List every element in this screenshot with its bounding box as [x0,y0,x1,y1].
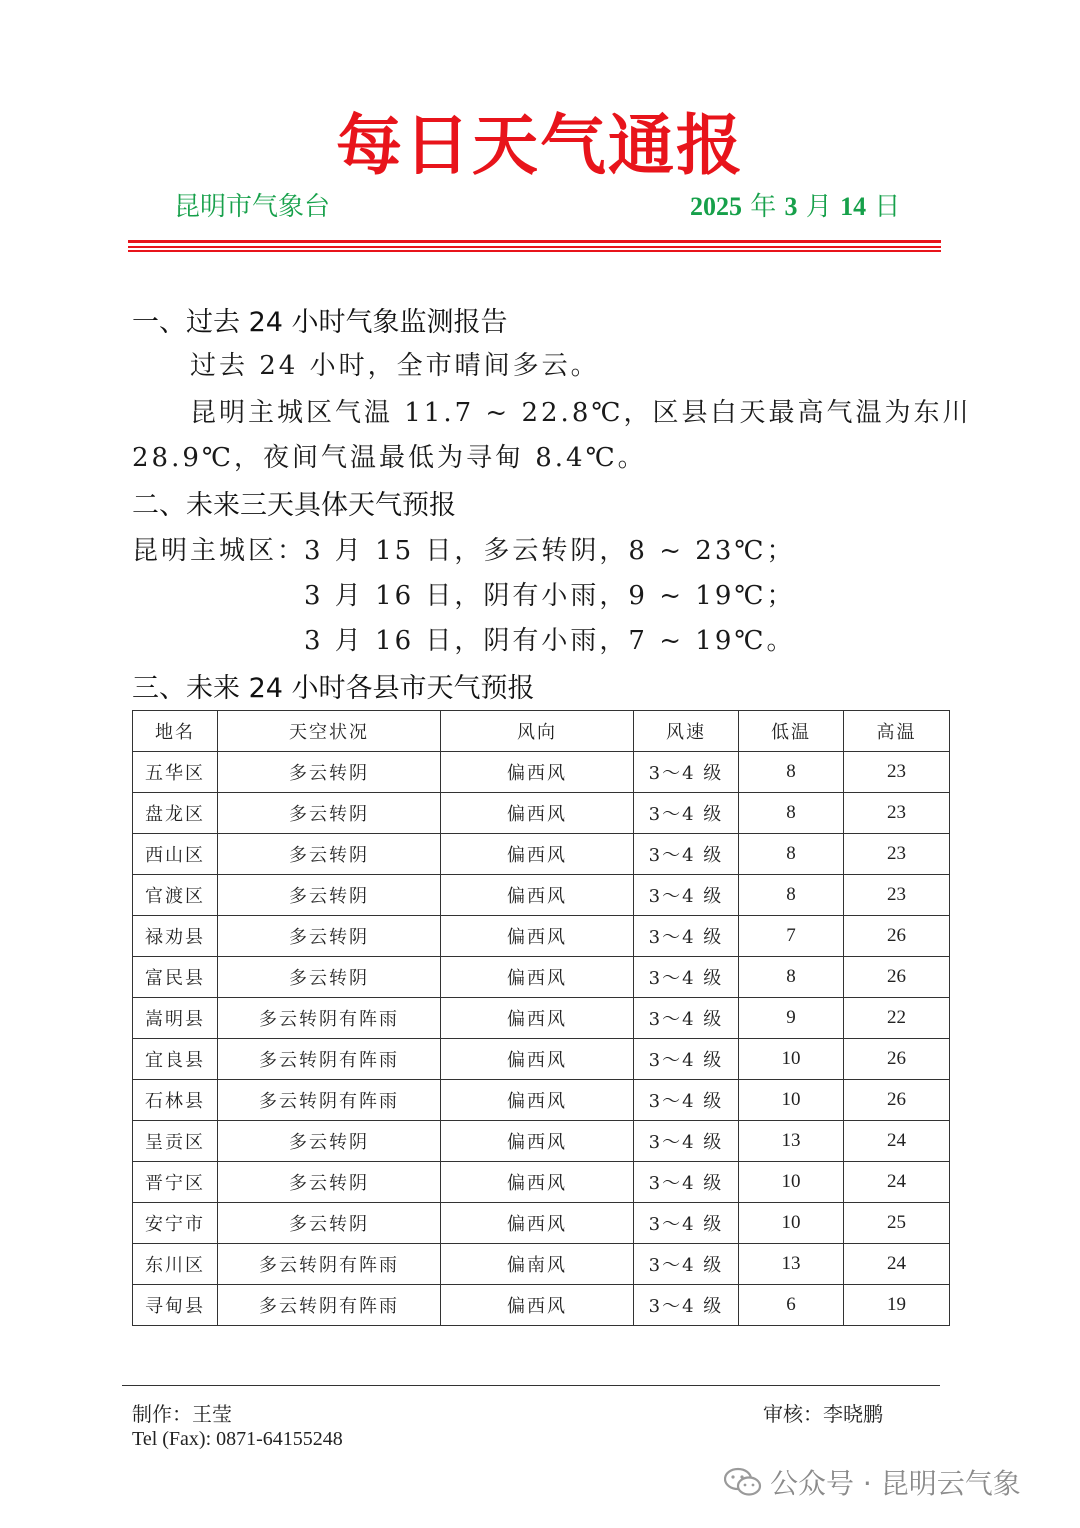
wind-speed-cell: 3～4 级 [634,1080,739,1121]
footer-maker: 制作：王莹 [132,1402,232,1426]
wind-direction-cell: 偏西风 [441,998,634,1039]
low-temp-cell: 8 [739,957,844,998]
low-temp-cell: 6 [739,1285,844,1326]
table-header-row [133,711,950,752]
county-name-cell: 富民县 [133,957,218,998]
wind-speed-cell: 3～4 级 [634,793,739,834]
county-name-cell: 寻甸县 [133,1285,218,1326]
sky-condition-cell: 多云转阴 [218,793,441,834]
wind-speed-cell: 3～4 级 [634,916,739,957]
page-title: 每日天气通报 [336,107,744,184]
wind-speed-cell: 3～4 级 [634,1244,739,1285]
wechat-icon [724,1467,762,1497]
date-year: 2025 [690,192,742,221]
issuing-organization: 昆明市气象台 [174,192,331,222]
wind-direction-cell: 偏西风 [441,793,634,834]
sky-condition-cell: 多云转阴有阵雨 [218,998,441,1039]
date-year-unit: 年 [750,192,777,222]
county-name-cell: 石林县 [133,1080,218,1121]
column-header: 地名 [133,711,218,752]
table-row [133,1039,950,1080]
wind-direction-cell: 偏西风 [441,875,634,916]
wind-direction-cell: 偏南风 [441,1244,634,1285]
sky-condition-cell: 多云转阴 [218,1162,441,1203]
high-temp-cell: 19 [844,1285,950,1326]
table-row [133,793,950,834]
watermark-text: 公众号 · 昆明云气象 [770,1467,1021,1500]
sky-condition-cell: 多云转阴 [218,1121,441,1162]
wind-direction-cell: 偏西风 [441,957,634,998]
wind-speed-cell: 3～4 级 [634,834,739,875]
date-day: 14 [840,192,867,221]
high-temp-cell: 25 [844,1203,950,1244]
column-header: 低温 [739,711,844,752]
report-date [690,186,900,223]
low-temp-cell: 10 [739,1080,844,1121]
header-divider-top [128,240,941,243]
wind-direction-cell: 偏西风 [441,1285,634,1326]
section-1-temperature-line2: 28.9℃，夜间气温最低为寻甸 8.4℃。 [132,443,647,473]
high-temp-cell: 24 [844,1244,950,1285]
date-day-unit: 日 [874,192,901,222]
section-1-heading: 一、过去 24 小时气象监测报告 [132,307,508,338]
wind-direction-cell: 偏西风 [441,1080,634,1121]
county-name-cell: 呈贡区 [133,1121,218,1162]
footer-tel: Tel (Fax): 0871-64155248 [132,1428,343,1450]
header-divider-bottom [128,250,941,252]
wind-speed-cell: 3～4 级 [634,1285,739,1326]
sky-condition-cell: 多云转阴 [218,916,441,957]
county-name-cell: 禄劝县 [133,916,218,957]
sky-condition-cell: 多云转阴有阵雨 [218,1080,441,1121]
wind-direction-cell: 偏西风 [441,834,634,875]
high-temp-cell: 26 [844,957,950,998]
wind-speed-cell: 3～4 级 [634,1203,739,1244]
county-name-cell: 安宁市 [133,1203,218,1244]
date-month-unit: 月 [805,192,832,222]
wind-speed-cell: 3～4 级 [634,752,739,793]
low-temp-cell: 10 [739,1203,844,1244]
section-1-temperature-line1: 昆明主城区气温 11.7 ~ 22.8℃，区县白天最高气温为东川 [190,398,972,428]
wind-direction-cell: 偏西风 [441,916,634,957]
column-header: 风向 [441,711,634,752]
sky-condition-cell: 多云转阴 [218,875,441,916]
high-temp-cell: 22 [844,998,950,1039]
high-temp-cell: 24 [844,1121,950,1162]
wind-direction-cell: 偏西风 [441,1121,634,1162]
column-header: 天空状况 [218,711,441,752]
table-row [133,1080,950,1121]
low-temp-cell: 8 [739,875,844,916]
low-temp-cell: 10 [739,1162,844,1203]
county-name-cell: 晋宁区 [133,1162,218,1203]
county-name-cell: 官渡区 [133,875,218,916]
high-temp-cell: 23 [844,793,950,834]
table-row [133,916,950,957]
table-row [133,998,950,1039]
table-row [133,752,950,793]
wind-speed-cell: 3～4 级 [634,1039,739,1080]
county-name-cell: 五华区 [133,752,218,793]
low-temp-cell: 8 [739,752,844,793]
sky-condition-cell: 多云转阴有阵雨 [218,1285,441,1326]
low-temp-cell: 10 [739,1039,844,1080]
forecast-day-3: 3 月 16 日，阴有小雨，7 ~ 19℃。 [304,626,796,656]
high-temp-cell: 23 [844,834,950,875]
watermark [724,1462,1021,1502]
forecast-day-1: 3 月 15 日，多云转阴，8 ~ 23℃； [304,536,796,566]
low-temp-cell: 8 [739,793,844,834]
section-1-summary: 过去 24 小时，全市晴间多云。 [190,351,600,381]
high-temp-cell: 23 [844,875,950,916]
sky-condition-cell: 多云转阴 [218,752,441,793]
table-row [133,1203,950,1244]
table-row [133,1244,950,1285]
county-name-cell: 嵩明县 [133,998,218,1039]
wind-speed-cell: 3～4 级 [634,957,739,998]
footer-divider [122,1385,940,1386]
county-name-cell: 西山区 [133,834,218,875]
low-temp-cell: 13 [739,1121,844,1162]
table-row [133,957,950,998]
low-temp-cell: 7 [739,916,844,957]
high-temp-cell: 23 [844,752,950,793]
low-temp-cell: 8 [739,834,844,875]
county-name-cell: 宜良县 [133,1039,218,1080]
wind-speed-cell: 3～4 级 [634,875,739,916]
sky-condition-cell: 多云转阴 [218,1203,441,1244]
footer-reviewer: 审核：李晓鹏 [763,1402,883,1426]
wind-direction-cell: 偏西风 [441,1039,634,1080]
wind-speed-cell: 3～4 级 [634,1162,739,1203]
table-row [133,1285,950,1326]
column-header: 高温 [844,711,950,752]
wind-direction-cell: 偏西风 [441,1162,634,1203]
table-row [133,834,950,875]
high-temp-cell: 26 [844,1080,950,1121]
county-name-cell: 东川区 [133,1244,218,1285]
county-forecast-table [132,710,950,1326]
sky-condition-cell: 多云转阴有阵雨 [218,1039,441,1080]
section-2-heading: 二、未来三天具体天气预报 [132,490,456,521]
wind-direction-cell: 偏西风 [441,1203,634,1244]
sky-condition-cell: 多云转阴 [218,957,441,998]
high-temp-cell: 26 [844,1039,950,1080]
low-temp-cell: 13 [739,1244,844,1285]
high-temp-cell: 24 [844,1162,950,1203]
header-divider-middle [128,246,941,248]
section-3-heading: 三、未来 24 小时各县市天气预报 [132,673,535,704]
wind-speed-cell: 3～4 级 [634,998,739,1039]
column-header: 风速 [634,711,739,752]
table-row [133,1121,950,1162]
forecast-day-2: 3 月 16 日，阴有小雨，9 ~ 19℃； [304,581,796,611]
high-temp-cell: 26 [844,916,950,957]
wind-speed-cell: 3～4 级 [634,1121,739,1162]
table-row [133,875,950,916]
county-name-cell: 盘龙区 [133,793,218,834]
sky-condition-cell: 多云转阴 [218,834,441,875]
wind-direction-cell: 偏西风 [441,752,634,793]
low-temp-cell: 9 [739,998,844,1039]
date-month: 3 [784,192,798,221]
table-row [133,1162,950,1203]
forecast-city-label: 昆明主城区： [132,536,307,566]
sky-condition-cell: 多云转阴有阵雨 [218,1244,441,1285]
